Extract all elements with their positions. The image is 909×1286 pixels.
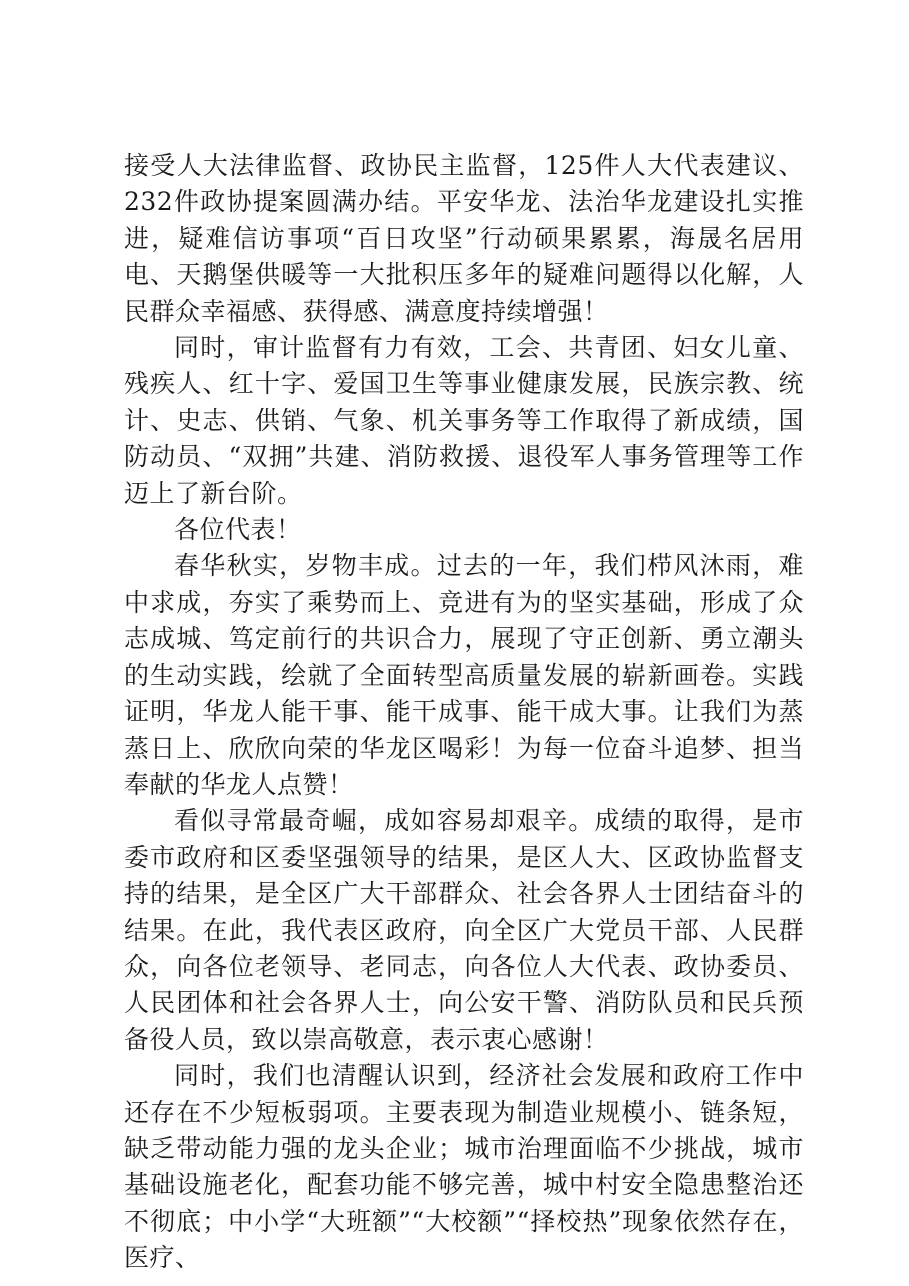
paragraph-audit-supervision: 同时，审计监督有力有效，工会、共青团、妇女儿童、残疾人、红十字、爱国卫生等事业健康发展，民族宗教、统计、史志、供销、气象、机关事务等工作取得了新成绩，国防动员、“双拥”共建、消防救援、退役军人事务管理等工作迈上了新台阶。 [124, 333, 804, 508]
body-text [124, 148, 804, 1277]
paragraph-continued: 接受人大法律监督、政协民主监督，125件人大代表建议、232件政协提案圆满办结。平安华龙、法治华龙建设扎实推进，疑难信访事项“百日攻坚”行动硕果累累，海晟名居用电、天鹅堡供暖等一大批积压多年的疑难问题得以化解，人民群众幸福感、获得感、满意度持续增强！ [124, 151, 804, 326]
paragraph-address: 各位代表！ [174, 515, 302, 545]
paragraph-gratitude: 看似寻常最奇崛，成如容易却艰辛。成绩的取得，是市委市政府和区委坚强领导的结果，是区人大、区政协监督支持的结果，是全区广大干部群众、社会各界人士团结奋斗的结果。在此，我代表区政府，向全区广大党员干部、人民群众，向各位老领导、老同志，向各位人大代表、政协委员、人民团体和社会各界人士，向公安干警、消防队员和民兵预备役人员，致以崇高敬意，表示衷心感谢！ [124, 806, 804, 1054]
paragraph-achievements: 春华秋实，岁物丰成。过去的一年，我们栉风沐雨，难中求成，夯实了乘势而上、竞进有为的坚实基础，形成了众志成城、笃定前行的共识合力，展现了守正创新、勇立潮头的生动实践，绘就了全面转型高质量发展的崭新画卷。实践证明，华龙人能干事、能干成事、能干成大事。让我们为蒸蒸日上、欣欣向荣的华龙区喝彩！为每一位奋斗追梦、担当奉献的华龙人点赞！ [124, 551, 804, 799]
paragraph-shortcomings: 同时，我们也清醒认识到，经济社会发展和政府工作中还存在不少短板弱项。主要表现为制造业规模小、链条短，缺乏带动能力强的龙头企业；城市治理面临不少挑战，城市基础设施老化，配套功能不够完善，城中村安全隐患整治还不彻底；中小学“大班额”“大校额”“择校热”现象依然存在，医疗、 [124, 1061, 804, 1273]
